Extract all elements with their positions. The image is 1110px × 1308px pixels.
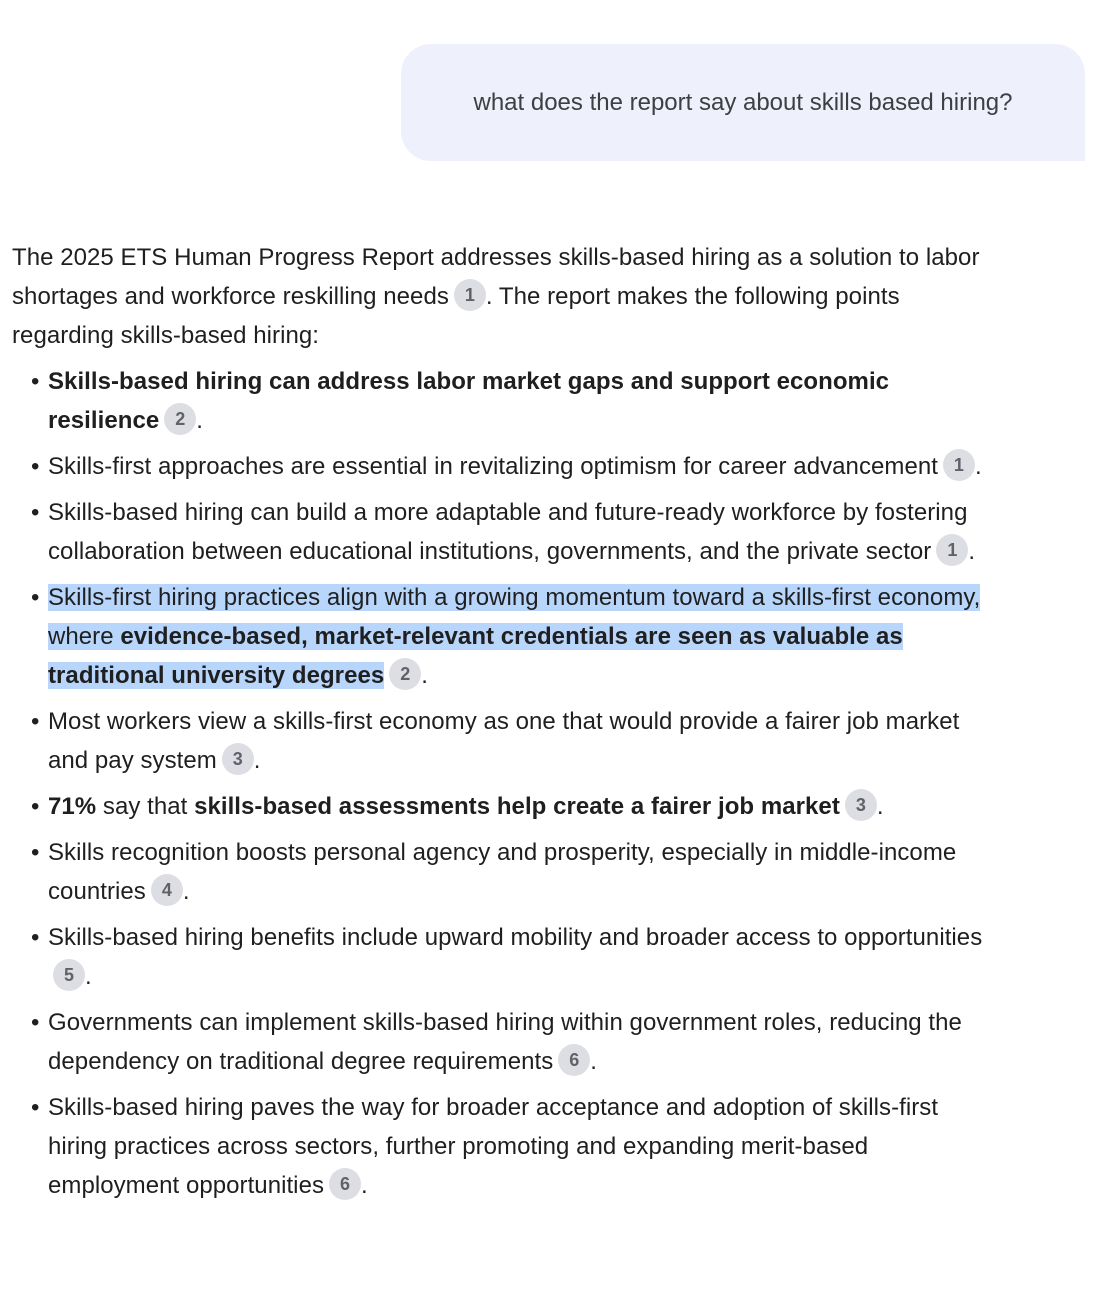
list-item: • Skills-first approaches are essential in revitalizing optimism for career advancement 1 . [12,447,987,486]
intro-text: The 2025 ETS Human Progress Report addresses skills-based hiring as a solution to labor shortages and workforce reskilling needs [12,244,980,310]
bullet-text: Most workers view a skills-first economy as one that would provide a fairer job market and pay system [48,708,960,774]
citation-chip[interactable]: 2 [164,403,196,435]
bullet-text: Governments can implement skills-based hiring within government roles, reducing the dependency on traditional degree requirements [48,1009,962,1075]
user-message-bubble [401,44,1085,161]
bullet-bold-text: skills-based assessments help create a fairer job market [194,793,840,820]
citation-chip[interactable]: 2 [389,658,421,690]
list-item: • 71% say that skills-based assessments help create a fairer job market 3 . [12,787,987,826]
list-item: • Skills-based hiring paves the way for broader acceptance and adoption of skills-first hiring practices across sectors, further promoting and expanding merit-based employment opportunities 6 . [12,1088,987,1205]
bullet-bold-text: Skills-based hiring can address labor market gaps and support economic resilience [48,368,890,434]
intro-text-end: . The report makes the following points regarding skills-based hiring: [12,283,900,349]
citation-chip[interactable]: 4 [151,874,183,906]
list-item: • Governments can implement skills-based hiring within government roles, reducing the dependency on traditional degree requirements 6 . [12,1003,987,1081]
list-item: • Skills-based hiring can build a more adaptable and future-ready workforce by fostering collaboration between educational institutions, governments, and the private sector 1 . [12,493,987,571]
bullet-text: Skills-based hiring can build a more adaptable and future-ready workforce by fostering collaboration between educational institutions, governments, and the private sector [48,499,968,565]
citation-chip[interactable]: 6 [329,1168,361,1200]
bullet-bold-text: evidence-based, market-relevant credentials are seen as valuable as traditional university degrees [48,623,903,689]
bullet-text: Skills recognition boosts personal agency and prosperity, especially in middle-income countries [48,839,957,905]
bullet-text: say that [96,793,195,820]
citation-chip[interactable]: 3 [222,743,254,775]
bullet-text: Skills-based hiring benefits include upward mobility and broader access to opportunities [48,924,983,951]
bullet-text: Skills-based hiring paves the way for broader acceptance and adoption of skills-first hiring practices across sectors, further promoting and expanding merit-based employment opportunities [48,1094,939,1199]
citation-chip[interactable]: 1 [943,449,975,481]
list-item: • Most workers view a skills-first economy as one that would provide a fairer job market and pay system 3 . [12,702,987,780]
citation-chip[interactable]: 5 [53,959,85,991]
bullet-text: Skills-first hiring practices align with a growing momentum toward a skills-first economy, where [48,584,981,650]
user-message-text: what does the report say about skills based hiring? [473,88,1013,116]
citation-chip[interactable]: 3 [845,789,877,821]
citation-chip[interactable]: 1 [936,534,968,566]
bullet-bold-stat: 71% [48,793,97,820]
citation-chip[interactable]: 6 [558,1044,590,1076]
list-item: • Skills-based hiring can address labor market gaps and support economic resilience 2 . [12,362,987,440]
response-bullet-list [12,362,987,1205]
citation-chip[interactable]: 1 [454,279,486,311]
list-item-highlighted: • Skills-first hiring practices align with a growing momentum toward a skills-first economy, where evidence-based, market-relevant credentials are seen as valuable as traditional university degrees 2 . [12,578,987,695]
highlighted-selection[interactable] [48,584,980,689]
response-intro [12,238,987,355]
list-item: • Skills recognition boosts personal agency and prosperity, especially in middle-income countries 4 . [12,833,987,911]
assistant-response [12,238,987,1212]
bullet-text: Skills-first approaches are essential in revitalizing optimism for career advancement [48,453,938,480]
list-item: • Skills-based hiring benefits include upward mobility and broader access to opportunities5 . [12,918,987,996]
